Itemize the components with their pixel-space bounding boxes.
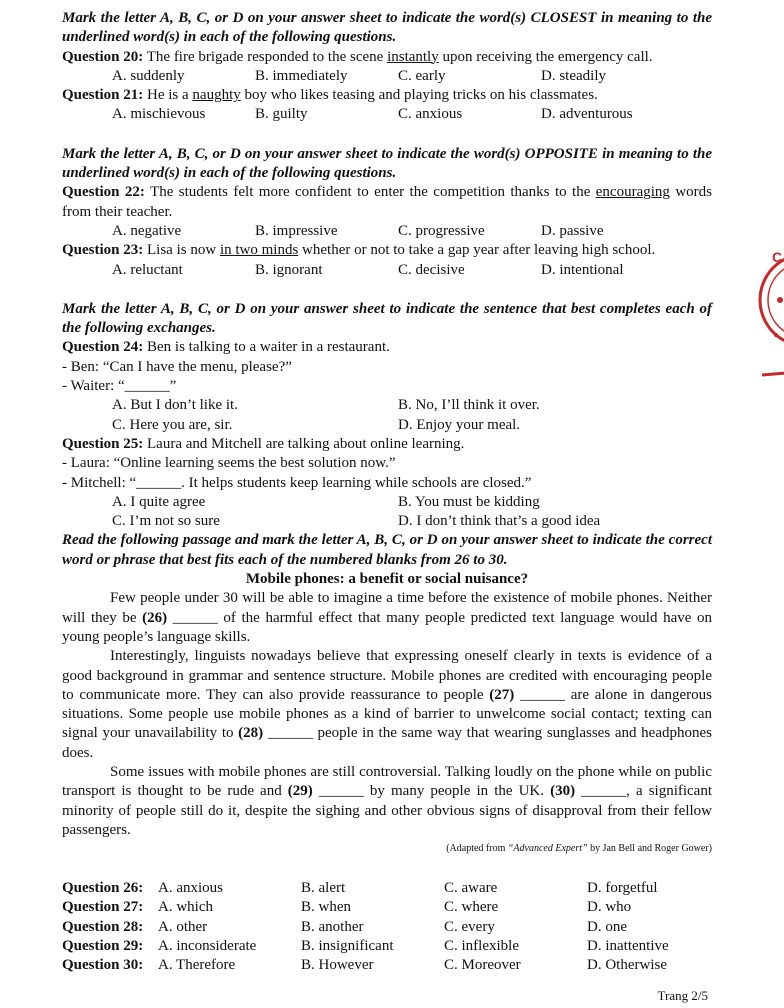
option-c: C. I’m not so sure (112, 513, 220, 530)
instruction-opposite: Mark the letter A, B, C, or D on your answer sheet to indicate the word(s) OPPOSITE in meaning to the underlined word(s) in each of the following questions. (62, 145, 712, 182)
option-a: A. I quite agree (112, 493, 206, 510)
underlined-word: encouraging (595, 184, 670, 201)
answer-row-29 (62, 937, 712, 956)
option-b: B. another (301, 918, 364, 935)
passage-source: (Adapted from “Advanced Expert” by Jan Bell and Roger Gower) (446, 843, 712, 855)
option-c: C. aware (444, 880, 498, 897)
dialogue-line: - Mitchell: “______. It helps students keep learning while schools are closed.” (62, 474, 532, 491)
option-d: D. who (587, 899, 632, 916)
option-b: B. insignificant (301, 938, 394, 955)
stamp-lettering: C (772, 249, 783, 265)
underlined-word: naughty (192, 87, 241, 104)
options-20 (62, 67, 712, 86)
option-a: A. suddenly (112, 67, 185, 84)
option-a: A. negative (112, 222, 182, 239)
options-25 (62, 493, 712, 532)
passage-title: Mobile phones: a benefit or social nuisance? (245, 571, 529, 588)
answer-options-table (62, 879, 712, 975)
underlined-word: instantly (387, 48, 439, 65)
option-b: B. impressive (255, 222, 338, 239)
question-label: Question 20: (62, 48, 144, 65)
instruction-passage: Read the following passage and mark the letter A, B, C, or D on your answer sheet to indicate the correct word or phrase that best fits each of the numbered blanks from 26 to 30. (62, 532, 712, 568)
option-a: A. other (158, 918, 208, 935)
option-a: A. which (158, 899, 213, 916)
option-d: D. inattentive (587, 938, 669, 955)
answer-row-30 (62, 956, 712, 975)
option-b: B. ignorant (255, 261, 323, 278)
passage-paragraph-2: Interestingly, linguists nowadays believe that expressing oneself clearly in texts is evidence of a good background in grammar and sentence structure. Mobile phones are credited with encouraging people to communicate more. They can also provide reassurance to people (27) ______ are alone in dangerous situations. Some people use mobile phones as a kind of barrier to unwelcome social contact; texting can signal your unavailability to (28) ______ people in the same way that wearing sunglasses and headphones does. (62, 648, 713, 761)
passage-paragraph-1: Few people under 30 will be able to imagine a time before the existence of mobile phones. Neither will they be (26) ______ of the harmful effect that many people predicted text language would have on young people’s language skills. (62, 590, 712, 645)
option-b: B. alert (301, 880, 346, 897)
option-a: A. But I don’t like it. (112, 397, 238, 414)
option-a: A. mischievous (112, 106, 206, 123)
option-c: C. decisive (398, 261, 465, 278)
option-d: D. I don’t think that’s a good idea (398, 513, 601, 530)
option-d: D. adventurous (541, 106, 633, 123)
option-c: C. progressive (398, 222, 485, 239)
question-23: Question 23: Lisa is now in two minds whether or not to take a gap year after leaving high school. (62, 242, 656, 259)
option-a: A. anxious (158, 880, 223, 897)
instruction-closest: Mark the letter A, B, C, or D on your answer sheet to indicate the word(s) CLOSEST in meaning to the underlined word(s) in each of the following questions. (62, 10, 712, 46)
option-d: D. passive (541, 222, 604, 239)
question-21: Question 21: He is a naughty boy who likes teasing and playing tricks on his classmates. (62, 87, 598, 104)
option-c: C. Moreover (444, 957, 521, 974)
dialogue-line: - Waiter: “______” (62, 378, 177, 395)
question-22: Question 22: The students felt more confident to enter the competition thanks to the encouraging words from their teacher. (62, 184, 712, 220)
option-c: C. where (444, 899, 499, 916)
options-22 (62, 222, 712, 241)
option-c: C. early (398, 67, 446, 84)
answer-row-28 (62, 918, 712, 937)
option-b: B. You must be kidding (398, 493, 540, 510)
red-stamp-seal (758, 240, 784, 380)
underlined-word: in two minds (219, 242, 299, 259)
blank-number: (26) (142, 609, 168, 626)
option-a: A. Therefore (158, 957, 236, 974)
exam-page (62, 9, 712, 976)
option-a: A. inconsiderate (158, 938, 257, 955)
option-a: A. reluctant (112, 261, 183, 278)
option-d: D. intentional (541, 261, 624, 278)
blank-number: (29) (287, 783, 313, 800)
option-b: B. No, I’ll think it over. (398, 397, 540, 414)
answer-row-26 (62, 879, 712, 898)
question-label: Question 26: (62, 880, 144, 897)
dialogue-line: - Ben: “Can I have the menu, please?” (62, 358, 292, 375)
question-25: Question 25: Laura and Mitchell are talking about online learning. (62, 435, 465, 452)
question-label: Question 27: (62, 899, 144, 916)
question-label: Question 24: (62, 339, 144, 356)
question-20: Question 20: The fire brigade responded to the scene instantly upon receiving the emergency call. (62, 48, 653, 65)
question-24: Question 24: Ben is talking to a waiter in a restaurant. (62, 339, 390, 356)
option-d: D. one (587, 918, 627, 935)
question-label: Question 25: (62, 435, 144, 452)
option-d: D. steadily (541, 67, 606, 84)
option-b: B. guilty (255, 106, 308, 123)
question-label: Question 23: (62, 242, 144, 259)
options-21 (62, 105, 712, 124)
page-number: Trang 2/5 (657, 988, 708, 1003)
question-label: Question 28: (62, 918, 144, 935)
option-b: B. However (301, 957, 374, 974)
dialogue-line: - Laura: “Online learning seems the best solution now.” (62, 455, 396, 472)
answer-row-27 (62, 898, 712, 917)
option-d: D. forgetful (587, 880, 658, 897)
option-b: B. when (301, 899, 351, 916)
options-24 (62, 396, 712, 435)
question-label: Question 30: (62, 957, 144, 974)
option-c: C. Here you are, sir. (112, 416, 233, 433)
option-d: D. Otherwise (587, 957, 667, 974)
option-d: D. Enjoy your meal. (398, 416, 521, 433)
question-label: Question 29: (62, 938, 144, 955)
blank-number: (27) (489, 686, 515, 703)
blank-number: (28) (238, 725, 264, 742)
instruction-exchanges: Mark the letter A, B, C, or D on your answer sheet to indicate the sentence that best completes each of the following exchanges. (62, 300, 712, 337)
question-label: Question 22: (62, 184, 145, 201)
option-c: C. inflexible (444, 938, 519, 955)
option-b: B. immediately (255, 67, 348, 84)
question-label: Question 21: (62, 87, 144, 104)
option-c: C. every (444, 918, 495, 935)
options-23 (62, 261, 712, 280)
passage-paragraph-3: Some issues with mobile phones are still controversial. Talking loudly on the phone while on public transport is thought to be rude and (29) ______ by many people in the UK. (30) ______, a significant minority of people still do it, despite the sighing and other obvious signs of disapproval from their fellow passengers. (62, 763, 713, 838)
option-c: C. anxious (398, 106, 463, 123)
blank-number: (30) (550, 783, 576, 800)
